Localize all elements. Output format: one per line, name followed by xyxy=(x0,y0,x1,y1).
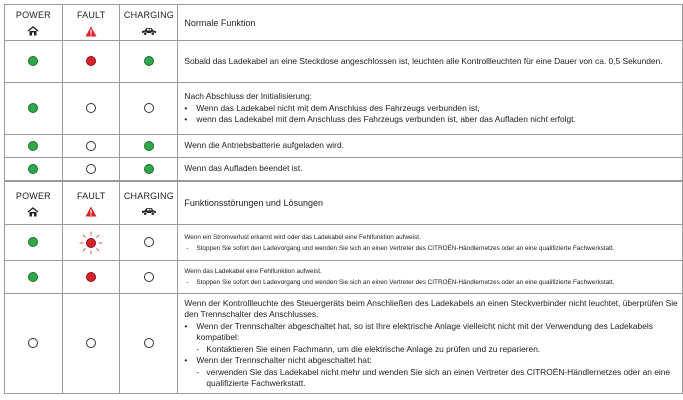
bullet-marker: • xyxy=(184,355,188,365)
row-line: Wenn das Ladekabel eine Fehlfunktion aufweist. xyxy=(184,268,322,275)
warning-triangle-icon xyxy=(85,26,97,37)
table-header-row xyxy=(5,5,683,41)
section-title: Normale Funktion xyxy=(178,5,683,41)
fault-led-off xyxy=(86,338,96,348)
sub-bullet-text: Kontaktieren Sie einen Fachmann, um die elektrische Anlage zu prüfen und zu reparieren. xyxy=(206,343,541,354)
header-charging xyxy=(120,5,178,41)
row-action: Stoppen Sie sofort den Ladevorgang und wenden Sie sich an einen Vertreter des CITROËN-Händlernetzes oder an eine qualifizierte Fachwerkstatt. xyxy=(196,244,615,252)
dash-marker: - xyxy=(196,343,200,354)
fault-led-red xyxy=(86,238,96,248)
header-fault xyxy=(62,5,120,41)
charging-led-green xyxy=(144,164,154,174)
header-fault-label: FAULT xyxy=(76,190,106,201)
house-icon xyxy=(27,207,39,217)
row-action: Stoppen Sie sofort den Ladevorgang und wenden Sie sich an einen Vertreter des CITROËN-Händlernetzes oder an eine qualifizierte Fachwerkstatt. xyxy=(196,279,615,286)
row-intro: Nach Abschluss der Initialisierung: xyxy=(184,91,312,102)
warning-triangle-icon xyxy=(85,206,97,217)
header-power-label: POWER xyxy=(15,190,51,201)
bullet-marker: • xyxy=(184,102,188,113)
bullet-text: wenn das Ladekabel mit dem Anschluss des Fahrzeugs verbunden ist, aber das Aufladen nicht erfolgt. xyxy=(196,114,576,125)
car-icon xyxy=(141,27,157,36)
faults-solutions-table xyxy=(4,181,683,394)
header-fault xyxy=(62,182,120,225)
section-title: Funktionsstörungen und Lösungen xyxy=(178,182,683,225)
normal-function-table xyxy=(4,4,683,181)
power-led-green xyxy=(28,103,38,113)
table-row xyxy=(5,83,683,135)
row-description: Sobald das Ladekabel an eine Steckdose angeschlossen ist, leuchten alle Kontrollleuchten für eine Dauer von ca. 0,5 Sekunden. xyxy=(178,41,683,83)
power-led-green xyxy=(28,237,38,247)
fault-led-red-blinking xyxy=(79,231,103,255)
charging-led-off xyxy=(144,103,154,113)
table-row xyxy=(5,41,683,83)
fault-led-off xyxy=(86,103,96,113)
table-row xyxy=(5,225,683,261)
row-description xyxy=(178,261,683,294)
charging-led-green xyxy=(144,56,154,66)
row-description xyxy=(178,225,683,261)
power-led-green xyxy=(28,56,38,66)
charging-led-green xyxy=(144,141,154,151)
table-row xyxy=(5,261,683,294)
bullet-marker: • xyxy=(184,114,188,125)
header-charging-label: CHARGING xyxy=(123,190,174,201)
bullet-text: Wenn das Ladekabel nicht mit dem Anschluss des Fahrzeugs verbunden ist, xyxy=(196,102,480,113)
charging-led-off xyxy=(144,237,154,247)
house-icon xyxy=(27,26,39,36)
charging-led-off xyxy=(144,338,154,348)
dash-marker: - xyxy=(186,279,189,286)
row-intro: Wenn der Kontrollleuchte des Steuergeräts beim Anschließen des Ladekabels an einen Steckverbinder nicht leuchtet, überprüfen Sie den Trennschalter des Anschlusses. xyxy=(184,297,678,319)
fault-led-red xyxy=(86,272,96,282)
table-row xyxy=(5,294,683,394)
fault-led-off xyxy=(86,164,96,174)
bullet-marker: • xyxy=(184,320,188,331)
car-icon xyxy=(141,207,157,216)
power-led-off xyxy=(28,338,38,348)
header-charging-label: CHARGING xyxy=(123,10,174,20)
sub-bullet-text: verwenden Sie das Ladekabel nicht mehr und wenden Sie sich an einen Vertreter des CITROËN-Händlernetzes oder an eine qualifizierte Fachwerkstatt. xyxy=(206,366,671,388)
fault-led-red xyxy=(86,56,96,66)
header-fault-label: FAULT xyxy=(76,10,106,20)
table-row xyxy=(5,135,683,158)
power-led-green xyxy=(28,164,38,174)
bullet-text: Wenn der Trennschalter abgeschaltet hat, so ist Ihre elektrische Anlage vielleicht nicht mit der Verwendung des Ladekabels kompatibel: xyxy=(196,320,653,342)
row-description: Wenn das Aufladen beendet ist. xyxy=(178,158,683,181)
dash-marker: - xyxy=(186,244,189,252)
power-led-green xyxy=(28,141,38,151)
table-row xyxy=(5,158,683,181)
header-power xyxy=(5,5,63,41)
row-description: Wenn die Antriebsbatterie aufgeladen wird. xyxy=(178,135,683,158)
power-led-green xyxy=(28,272,38,282)
dash-marker: - xyxy=(196,366,200,377)
bullet-text: Wenn der Trennschalter nicht abgeschaltet hat: xyxy=(196,355,372,365)
header-power-label: POWER xyxy=(15,10,51,20)
charging-led-off xyxy=(144,272,154,282)
header-charging xyxy=(120,182,178,225)
row-description xyxy=(178,83,683,135)
fault-led-off xyxy=(86,141,96,151)
table-header-row xyxy=(5,182,683,225)
header-power xyxy=(5,182,63,225)
row-description xyxy=(178,294,683,394)
row-line: Wenn ein Stromverlust erkannt wird oder das Ladekabel eine Fehlfunktion aufweist. xyxy=(184,233,421,241)
